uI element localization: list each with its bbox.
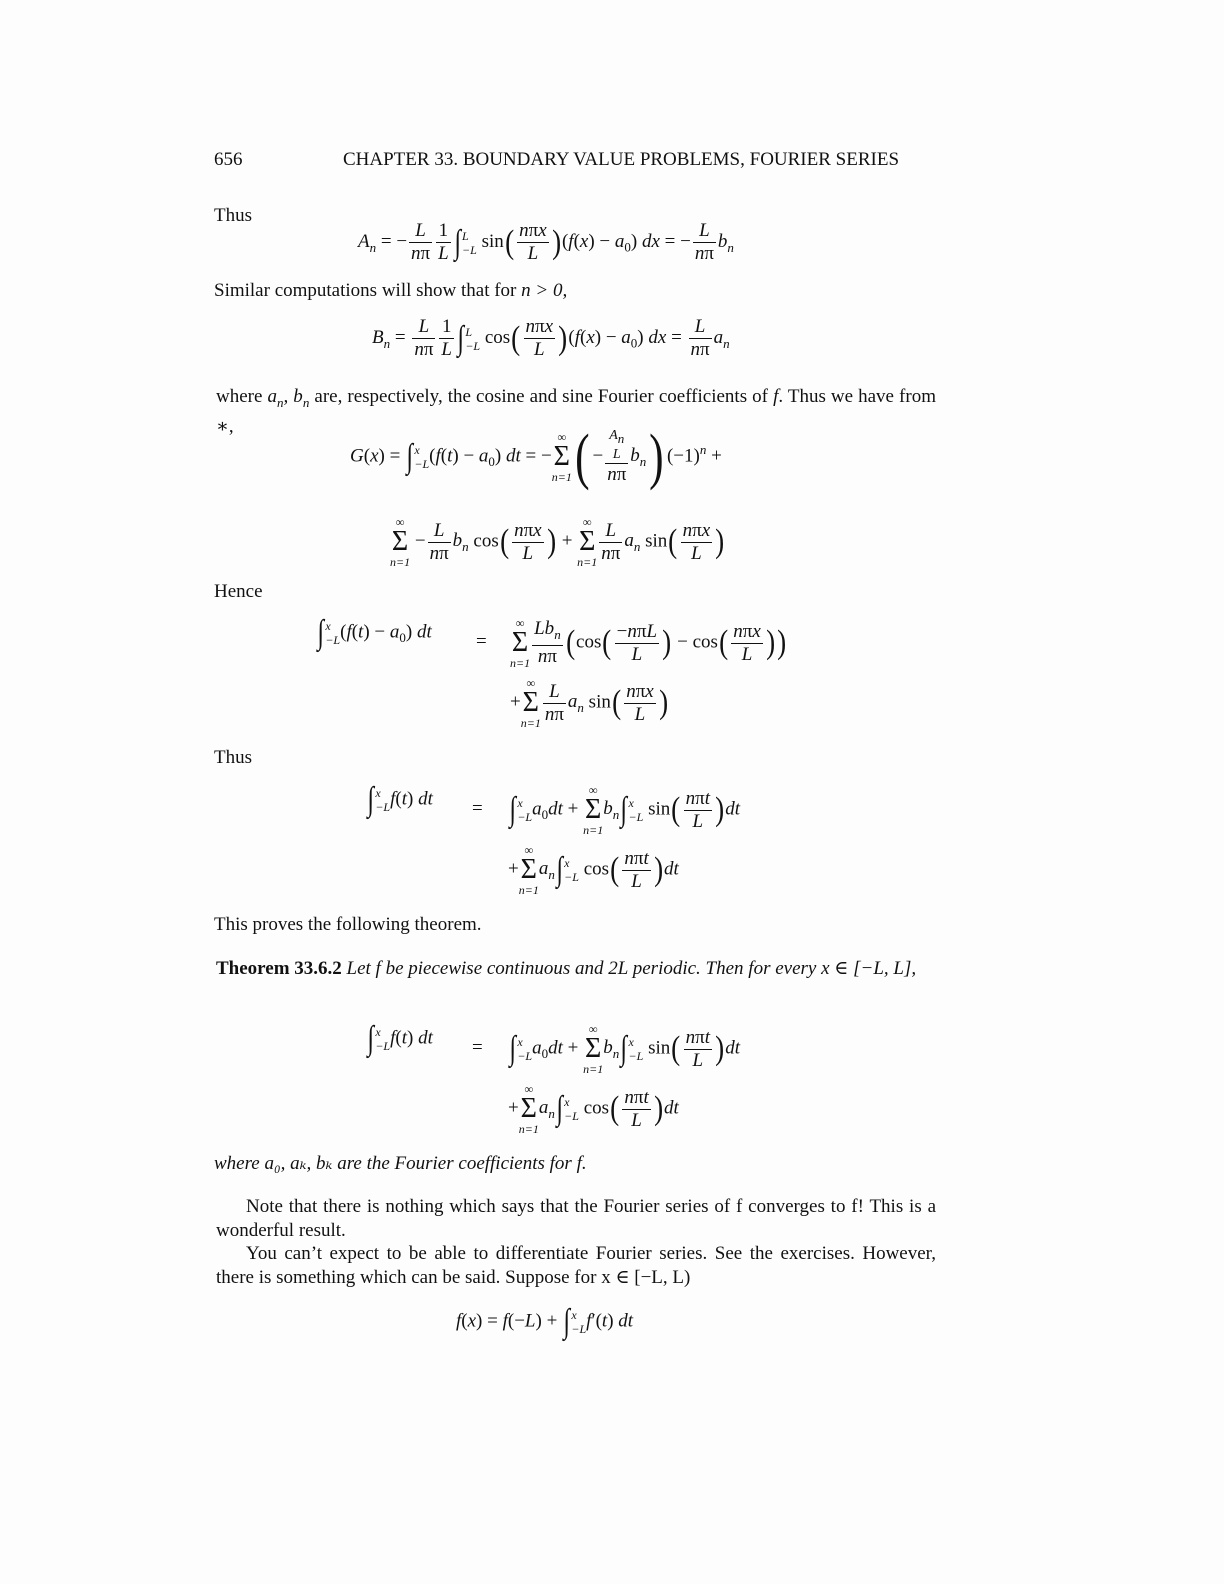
text-where-coefficients: where $a_n$, $b_n$ are, respectively, the cosine and sine Fourier coefficients of f. Thus we have from ∗, xyxy=(216,386,936,437)
equation-g-line-1: G(x) = ∫ x −L $(f(t) - a_0)$ dt = − ∞ Σ n=1 ( − $A_n$ L nπ $b_n$) $(-1)^n$ + xyxy=(350,422,722,491)
equation-hence-rhs-2: + ∞ Σ n=1 $\frac{L}{n\pi}$ $a_n$ sin( $\frac{\text{nπx}}{L}$ ) xyxy=(510,676,668,730)
theorem-where: where a₀, aₖ, bₖ are the Fourier coefficients for f. xyxy=(214,1153,587,1174)
text-where-1: where xyxy=(216,386,268,407)
equation-theorem-rhs-1: ∫ x −L $a_0dt$ + ∞ Σ n=1 $b_n\int$ x −L sin( $\frac{\text{nπt}}{L}$ )dt xyxy=(509,1022,741,1076)
page-number: 656 xyxy=(214,149,243,170)
equation-final: f(x) = f(−L) + ∫ x −L f′(t) dt xyxy=(456,1303,634,1340)
equation-thus-lhs: ∫ x −L f(t) dt xyxy=(367,781,433,818)
equation-thus-rhs-1: ∫ x −L $a_0dt$ + ∞ Σ n=1 $b_n\int$ x −L sin( $\frac{\text{nπt}}{L}$ )dt xyxy=(509,783,741,837)
text-similar-condition: n > 0, xyxy=(521,280,568,301)
equation-theorem-rhs-2: + ∞ Σ n=1 $a_n\int$ x −L cos( $\frac{\text{nπt}}{L}$ )dt xyxy=(508,1082,679,1136)
equation-theorem-eq-sign: = xyxy=(472,1037,483,1058)
equation-hence-lhs: ∫ x −L $(f(t) - a_0)$ dt xyxy=(317,614,432,651)
equation-thus-eq-sign: = xyxy=(472,798,483,819)
text-thus-2: Thus xyxy=(214,747,252,768)
equation-thus-rhs-2: + ∞ Σ n=1 $a_n\int$ x −L cos( $\frac{\text{nπt}}{L}$ )dt xyxy=(508,843,679,897)
text-similar-main: Similar computations will show that for xyxy=(214,280,522,301)
equation-hence-rhs-1: ∞ Σ n=1 $\frac{Lb_n}{n\pi}$ (cos( $\frac{\text{−nπL}}{L}$ ) − cos( $\frac{\text{nπx}}{L}$ )) xyxy=(510,616,787,670)
theorem-label: Theorem 33.6.2 xyxy=(216,958,342,979)
text-proves: This proves the following theorem. xyxy=(214,914,482,935)
equation-b-n: $B_n$ = $\frac{L}{n\pi}$ $\frac{1}{L}$ ∫ L −L cos( $\frac{\text{nπx}}{L}$ )$(f(x) - a_0)$ dx = $\frac{L}{n\pi}$ $a_n$ xyxy=(372,316,730,360)
running-title: CHAPTER 33. BOUNDARY VALUE PROBLEMS, FOURIER SERIES xyxy=(343,149,900,170)
paragraph-note-1: Note that there is nothing which says that the Fourier series of f converges to f! This is a wonderful result. xyxy=(216,1196,936,1241)
equation-hence-eq-sign: = xyxy=(476,631,487,652)
theorem-statement xyxy=(216,957,936,981)
paragraph-note-2: You can’t expect to be able to differentiate Fourier series. See the exercises. However, there is something which can be said. Suppose for x ∈ [−L, L) xyxy=(216,1243,936,1288)
text-where-1b: are, respectively, the cosine and sine Fourier coefficients of xyxy=(309,386,774,407)
equation-theorem-lhs: ∫ x −L f(t) dt xyxy=(367,1020,433,1057)
text-where-1c: . Thus we have from ∗, xyxy=(216,386,936,437)
equation-g-line-2: ∞ Σ n=1 − $\frac{L}{n\pi}$ $b_n$ cos( $\frac{\text{nπx}}{L}$ ) + ∞ Σ n=1 $\frac{L}{n\pi}$ $a_n$ sin( $\frac{\text{nπx}}{L}$ ) xyxy=(390,515,725,569)
text-hence: Hence xyxy=(214,581,263,602)
equation-a-n: $A_n$ = − $\frac{L}{n\pi}$ $\frac{1}{L}$ ∫ L −L sin( $\frac{\text{nπx}}{L}$ )$(f(x) - a_0)$ dx = − $\frac{L}{n\pi}$ $b_n$ xyxy=(358,220,734,264)
text-thus-1: Thus xyxy=(214,205,252,226)
theorem-text: Let f be piecewise continuous and 2L periodic. Then for every x ∈ [−L, L], xyxy=(346,958,917,979)
text-similar xyxy=(214,279,567,303)
